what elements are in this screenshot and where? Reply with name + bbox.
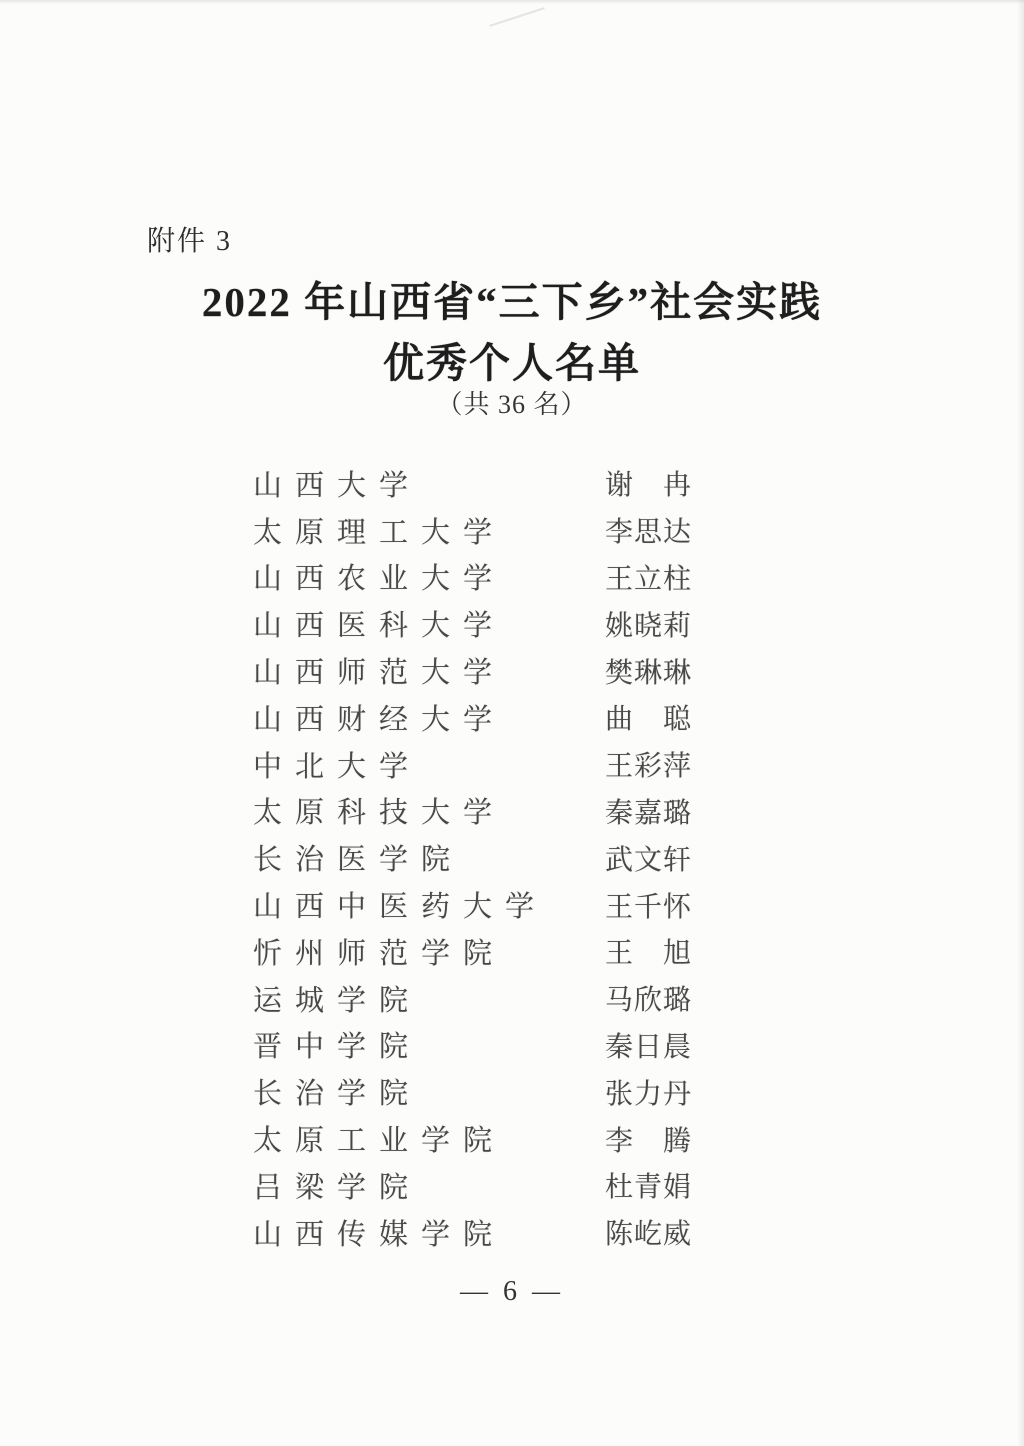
attachment-label: 附件 3 (147, 226, 233, 257)
roster-row (253, 647, 692, 694)
roster-row (253, 788, 692, 835)
person-name: 谢 冉 (605, 470, 693, 502)
roster-row (253, 834, 692, 881)
page-number: — 6 — (460, 1276, 564, 1307)
institution-name: 太原科技大学 (253, 797, 506, 830)
person-name: 秦日晨 (605, 1031, 693, 1063)
person-name: 武文轩 (605, 844, 693, 876)
person-name: 杜青娟 (605, 1172, 693, 1204)
institution-name: 晋中学院 (253, 1031, 422, 1064)
person-name: 陈屹威 (605, 1219, 693, 1251)
roster-row (253, 1162, 692, 1209)
roster-row (253, 1068, 692, 1115)
roster-row (253, 600, 692, 647)
roster-list (253, 460, 692, 1256)
institution-name: 吕梁学院 (253, 1171, 422, 1204)
person-name: 王 旭 (605, 938, 693, 970)
person-name: 王彩萍 (605, 751, 693, 783)
institution-name: 山西中医药大学 (253, 891, 548, 924)
roster-row (253, 1209, 692, 1256)
person-name: 李 腾 (605, 1125, 693, 1157)
institution-name: 山西传媒学院 (253, 1218, 506, 1251)
roster-row (253, 881, 692, 928)
document-subtitle-count: （共 36 名） (436, 390, 588, 419)
person-name: 姚晓莉 (605, 610, 693, 642)
document-title-line1: 2022 年山西省“三下乡”社会实践 (201, 279, 823, 325)
institution-name: 长治学院 (253, 1078, 422, 1111)
institution-name: 山西大学 (253, 469, 422, 502)
roster-row (253, 507, 692, 554)
institution-name: 山西农业大学 (253, 563, 506, 596)
institution-name: 太原理工大学 (253, 516, 506, 549)
scan-scratch-artifact (489, 7, 545, 27)
institution-name: 山西师范大学 (253, 657, 506, 690)
person-name: 秦嘉璐 (605, 797, 693, 829)
person-name: 王千怀 (605, 891, 693, 923)
roster-row (253, 1115, 692, 1162)
person-name: 马欣璐 (605, 985, 693, 1017)
document-title-line2: 优秀个人名单 (383, 340, 641, 386)
scan-edge-artifact-top (0, 0, 1024, 4)
institution-name: 山西财经大学 (253, 703, 506, 736)
person-name: 张力丹 (605, 1078, 693, 1110)
institution-name: 太原工业学院 (253, 1125, 506, 1158)
institution-name: 山西医科大学 (253, 610, 506, 643)
roster-row (253, 554, 692, 601)
roster-row (253, 741, 692, 788)
roster-row (253, 1022, 692, 1069)
institution-name: 长治医学院 (253, 844, 464, 877)
institution-name: 运城学院 (253, 984, 422, 1017)
roster-row (253, 975, 692, 1022)
institution-name: 中北大学 (253, 750, 422, 783)
scan-edge-artifact-right (1017, 0, 1024, 1446)
person-name: 王立柱 (605, 563, 693, 595)
person-name: 曲 聪 (605, 704, 693, 736)
roster-row (253, 694, 692, 741)
person-name: 李思达 (605, 517, 693, 549)
roster-row (253, 460, 692, 507)
roster-row (253, 928, 692, 975)
institution-name: 忻州师范学院 (253, 937, 506, 970)
person-name: 樊琳琳 (605, 657, 693, 689)
